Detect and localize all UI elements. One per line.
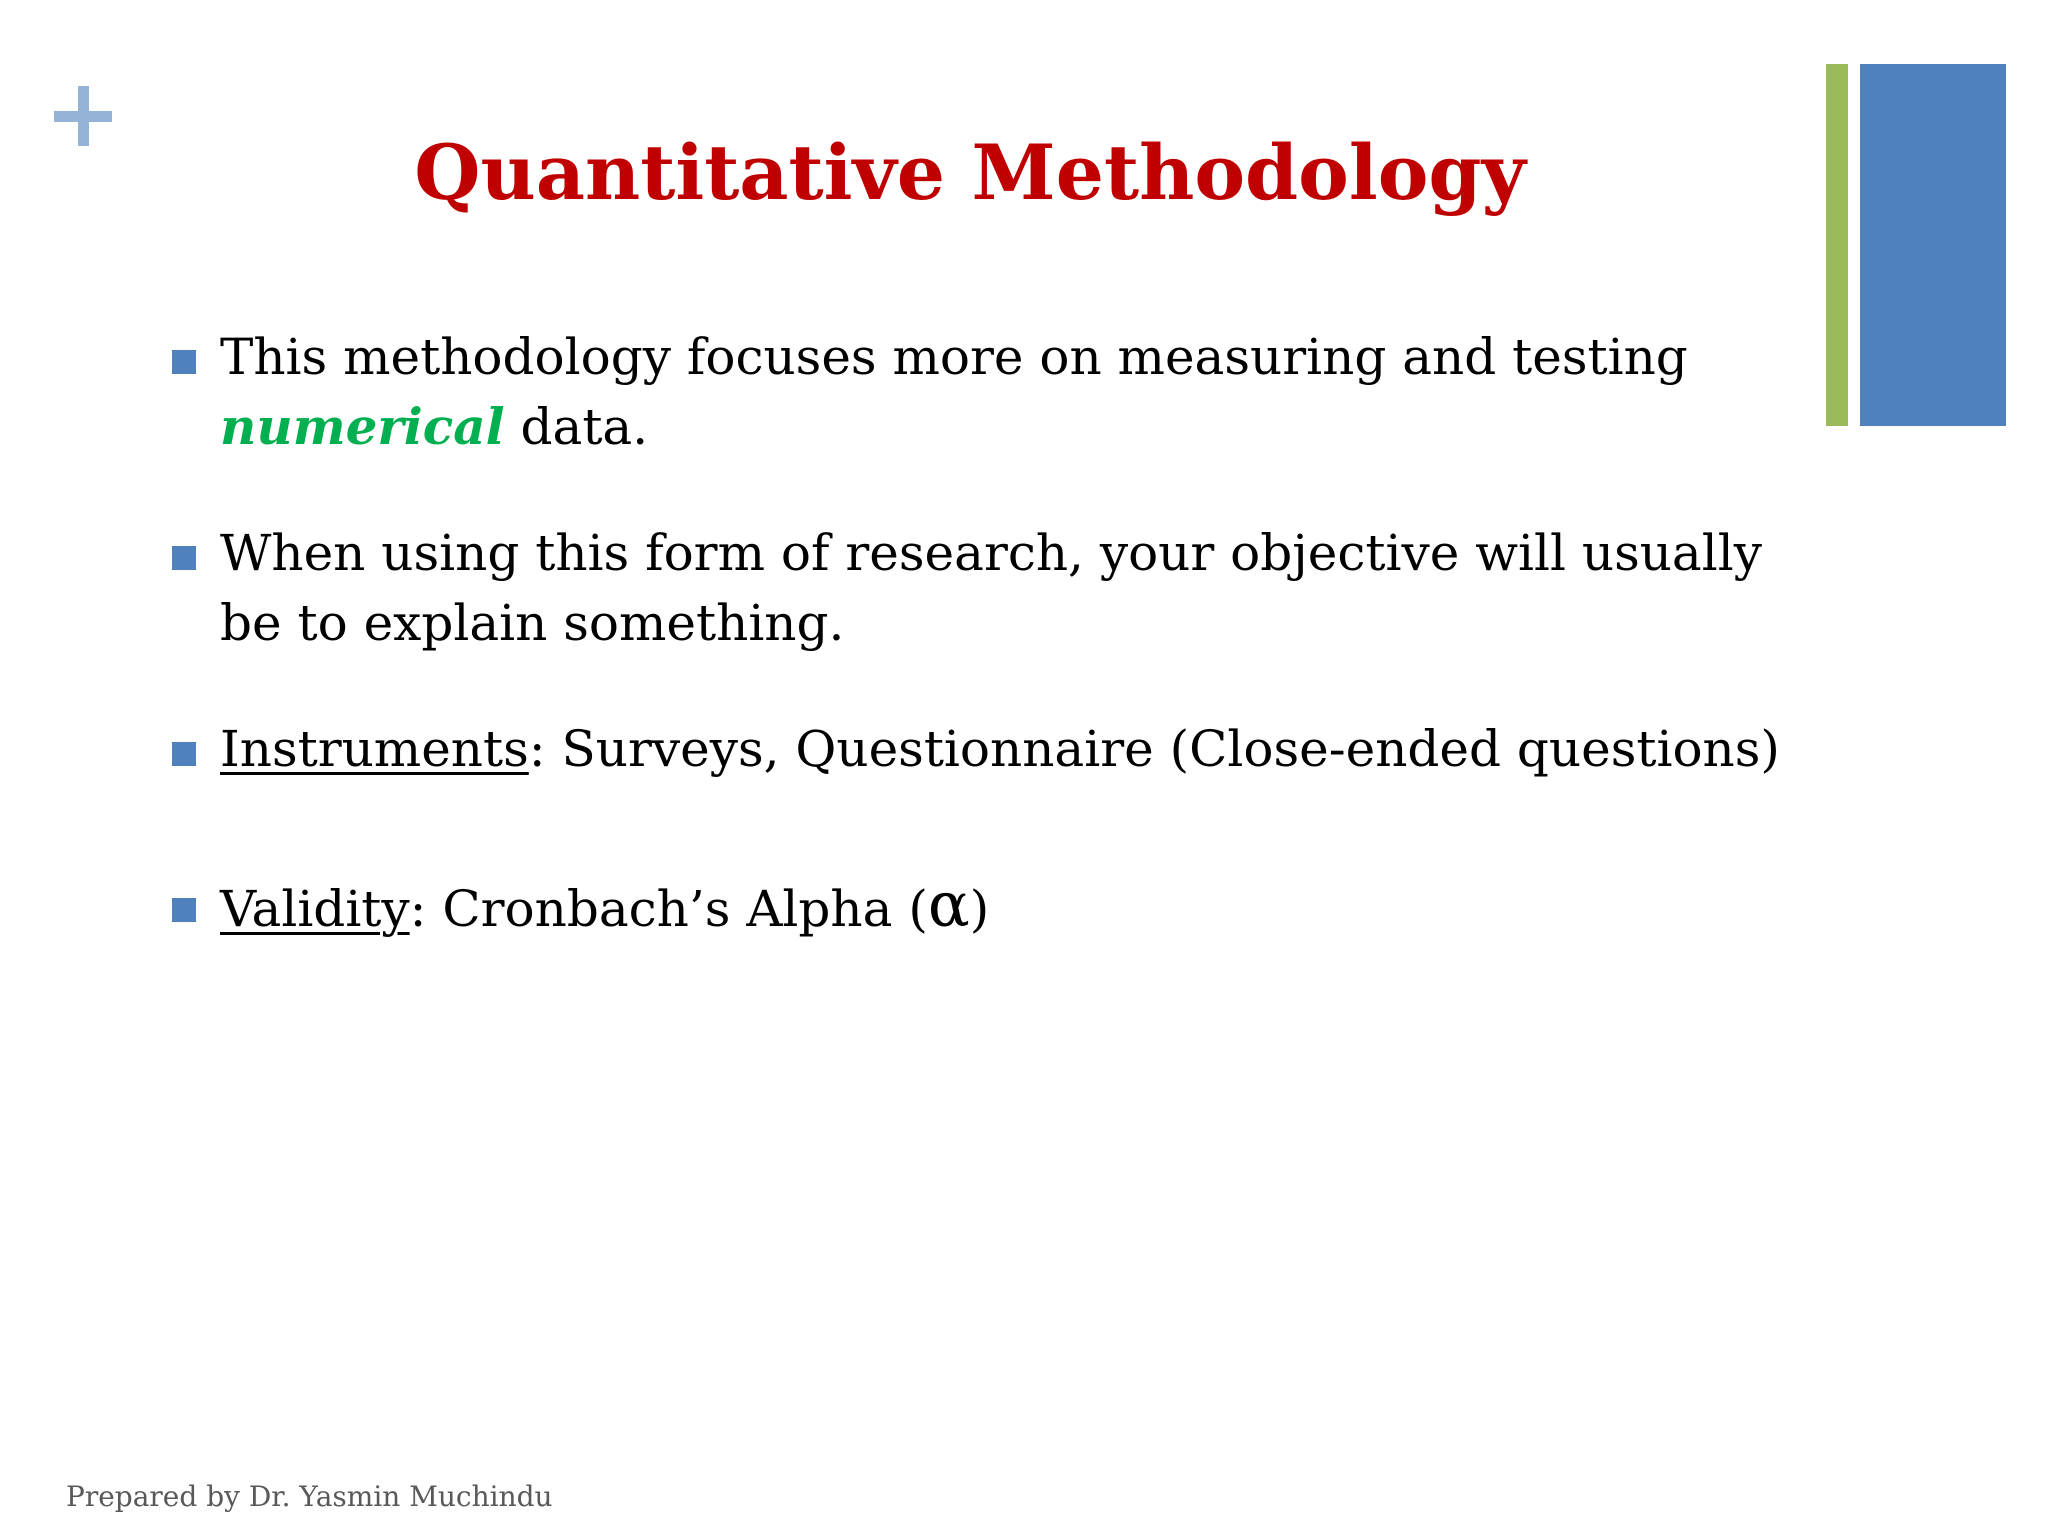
- bullet-square-icon: [172, 546, 196, 570]
- bullet-list: [170, 322, 1780, 944]
- bullet-label: Validity: [220, 880, 410, 938]
- bullet-emphasis: numerical: [220, 397, 505, 456]
- bullet-square-icon: [172, 742, 196, 766]
- bullet-item: [170, 518, 1780, 658]
- bullet-item: [170, 870, 1780, 944]
- accent-bar-blue: [1860, 64, 2006, 426]
- bullet-text: data.: [504, 398, 649, 456]
- footer-credit: Prepared by Dr. Yasmin Muchindu: [66, 1480, 553, 1513]
- bullet-label: Instruments: [220, 720, 529, 778]
- bullet-square-icon: [172, 898, 196, 922]
- bullet-text: : Cronbach’s Alpha (: [409, 880, 928, 938]
- bullet-item: [170, 322, 1780, 462]
- bullet-text: When using this form of research, your objective will usually be to explain something.: [220, 524, 1762, 652]
- accent-bar-green: [1826, 64, 1848, 426]
- alpha-symbol: α: [927, 868, 970, 941]
- bullet-text-close: ): [969, 880, 990, 938]
- bullet-item: [170, 714, 1780, 784]
- slide-title: Quantitative Methodology: [414, 128, 1526, 217]
- bullet-text: : Surveys, Questionnaire (Close-ended questions): [528, 720, 1780, 778]
- bullet-square-icon: [172, 350, 196, 374]
- bullet-text: This methodology focuses more on measuring and testing: [220, 328, 1688, 386]
